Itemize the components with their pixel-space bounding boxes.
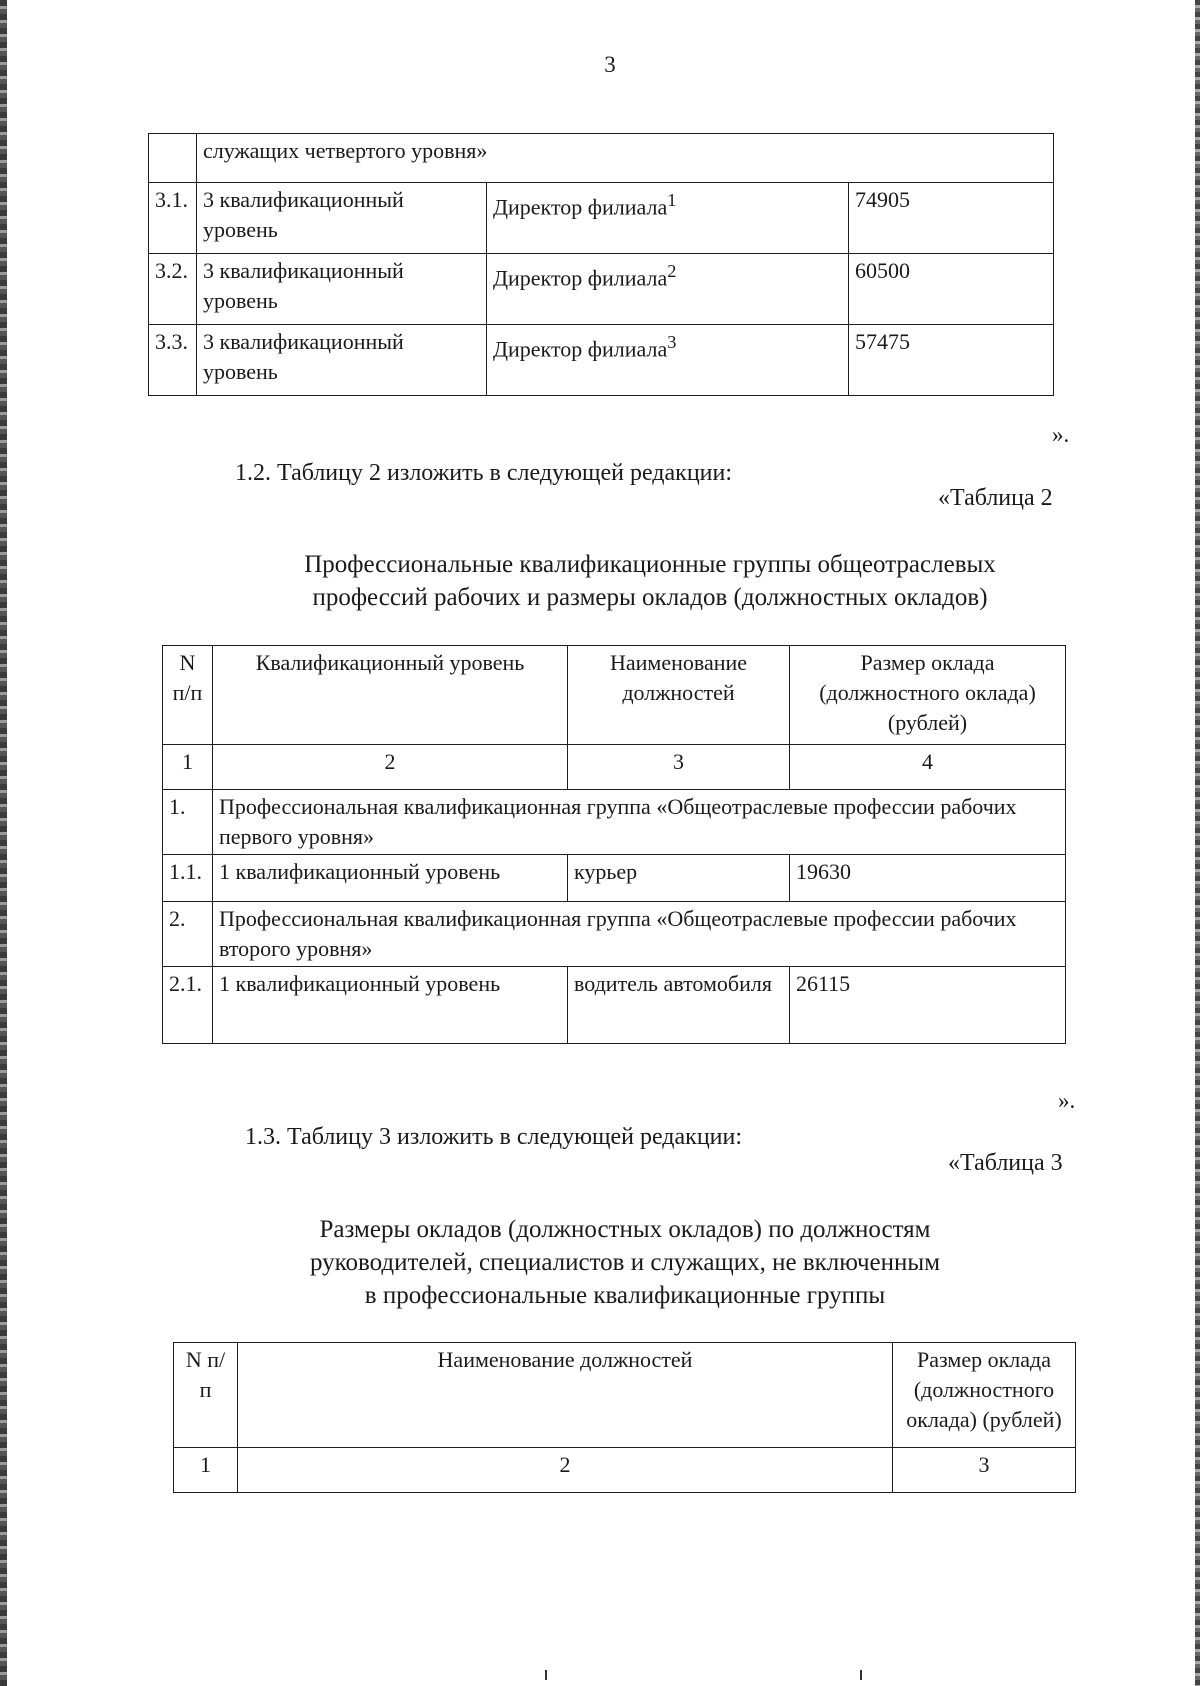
header-num: N п/п (163, 646, 213, 745)
position-name: курьер (568, 855, 790, 902)
header-position: Наименование должностей (238, 1343, 893, 1448)
scan-mark (545, 1670, 547, 1680)
column-number: 2 (213, 745, 568, 790)
row-number: 3.3. (149, 325, 197, 396)
table-row (149, 183, 1054, 254)
header-salary: Размер оклада (должностного оклада) (рублей) (893, 1343, 1076, 1448)
qualification-level: 3 квалификационный уровень (197, 254, 487, 325)
qualification-level: 1 квалификационный уровень (213, 967, 568, 1044)
table-row (163, 855, 1066, 902)
table-2-heading: Профессиональные квалификационные группы общеотраслевых профессий рабочих и размеры окладов (должностных окладов) (304, 551, 996, 611)
table-3-label: «Таблица 3 (948, 1150, 1063, 1176)
scan-edge-left (0, 0, 7, 1686)
column-number: 1 (163, 745, 213, 790)
group-title: Профессиональная квалификационная группа «Общеотраслевые профессии рабочих первого уровня» (213, 790, 1066, 855)
column-number: 1 (174, 1448, 238, 1493)
table-3 (173, 1342, 1076, 1493)
position-name: Директор филиала$^1$ (487, 183, 849, 254)
table-1-continuation (148, 133, 1054, 396)
closing-quote: ». (1052, 422, 1070, 447)
column-numbers-row (174, 1448, 1076, 1493)
page-number: 3 (604, 52, 616, 77)
column-numbers-row (163, 745, 1066, 790)
scan-mark (860, 1670, 862, 1680)
paragraph-1-3: 1.3. Таблицу 3 изложить в следующей редакции: (245, 1124, 743, 1150)
column-number: 3 (893, 1448, 1076, 1493)
group-title: Профессиональная квалификационная группа «Общеотраслевые профессии рабочих второго уровня» (213, 902, 1066, 967)
salary-value: 26115 (790, 967, 1066, 1044)
column-number: 3 (568, 745, 790, 790)
group-number: 2. (163, 902, 213, 967)
column-number: 2 (238, 1448, 893, 1493)
row-number: 2.1. (163, 967, 213, 1044)
table-header-row (174, 1343, 1076, 1448)
row-number: 3.1. (149, 183, 197, 254)
header-level: Квалификационный уровень (213, 646, 568, 745)
group-row (163, 790, 1066, 855)
row-number: 1.1. (163, 855, 213, 902)
position-name: Директор филиала$^3$ (487, 325, 849, 396)
table-row (163, 967, 1066, 1044)
table-3-heading: Размеры окладов (должностных окладов) по должностям руководителей, специалистов и служащих, не включенным в профессиональные квалификационные группы (309, 1216, 941, 1309)
row-number: 3.2. (149, 254, 197, 325)
salary-value: 57475 (849, 325, 1054, 396)
qualification-level: 3 квалификационный уровень (197, 183, 487, 254)
table-row (149, 134, 1054, 183)
salary-value: 19630 (790, 855, 1066, 902)
header-salary: Размер оклада (должностного оклада) (рублей) (790, 646, 1066, 745)
paragraph-1-2: 1.2. Таблицу 2 изложить в следующей редакции: (235, 460, 733, 486)
table-header-row (163, 646, 1066, 745)
group-title-tail: служащих четвертого уровня» (197, 134, 1054, 183)
header-num: N п/п (174, 1343, 238, 1448)
salary-value: 60500 (849, 254, 1054, 325)
table-2-label: «Таблица 2 (938, 485, 1053, 511)
salary-value: 74905 (849, 183, 1054, 254)
group-row (163, 902, 1066, 967)
group-number: 1. (163, 790, 213, 855)
table-row (149, 254, 1054, 325)
closing-quote: ». (1058, 1088, 1076, 1113)
position-name: Директор филиала$^2$ (487, 254, 849, 325)
scan-edge-right (1195, 0, 1200, 1686)
position-name: водитель автомобиля (568, 967, 790, 1044)
qualification-level: 1 квалификационный уровень (213, 855, 568, 902)
qualification-level: 3 квалификационный уровень (197, 325, 487, 396)
table-cell (149, 134, 197, 183)
footnote-mark: 3 (667, 332, 677, 352)
table-2 (162, 645, 1066, 1044)
footnote-mark: 2 (667, 261, 677, 281)
footnote-mark: 1 (667, 190, 677, 210)
column-number: 4 (790, 745, 1066, 790)
header-position: Наименование должностей (568, 646, 790, 745)
table-row (149, 325, 1054, 396)
